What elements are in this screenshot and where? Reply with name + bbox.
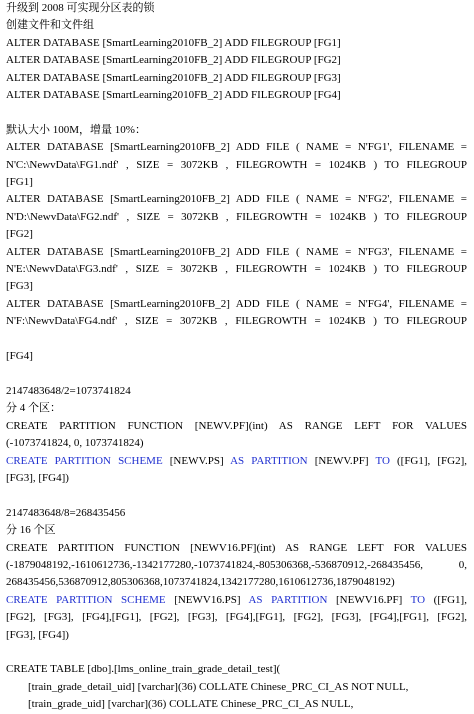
code-line: [6, 453, 467, 470]
calc-line: 2147483648/8=268435456: [6, 506, 126, 519]
code-line: [FG1]: [6, 176, 33, 189]
spacer: [6, 487, 467, 504]
code-line: ALTER DATABASE [SmartLearning2010FB_2] ADD FILEGROUP [FG4]: [6, 89, 341, 102]
calc-line: 2147483648/2=1073741824: [6, 384, 131, 397]
code-line: N'E:\NewvData\FG3.ndf' , SIZE = 3072KB , FILEGROWTH = 1024KB ) TO FILEGROUP: [6, 263, 467, 276]
code-line: [FG4]: [6, 350, 33, 363]
spacer: [6, 331, 467, 348]
section-label: 分 4 个区：: [6, 402, 61, 415]
code-line: [train_grade_detail_uid] [varchar](36) COLLATE Chinese_PRC_CI_AS NOT NULL,: [28, 680, 409, 693]
code-line: N'D:\NewvData\FG2.ndf' , SIZE = 3072KB , FILEGROWTH = 1024KB ) TO FILEGROUP: [6, 210, 467, 223]
code-line: ALTER DATABASE [SmartLearning2010FB_2] ADD FILE ( NAME = N'FG1', FILENAME =: [6, 141, 467, 154]
code-line: ALTER DATABASE [SmartLearning2010FB_2] ADD FILE ( NAME = N'FG2', FILENAME =: [6, 193, 467, 206]
code-line: (-1879048192,-1610612736,-1342177280,-1073741824,-805306368,-536870912,-268435456, 0,: [6, 558, 467, 571]
code-line: ALTER DATABASE [SmartLearning2010FB_2] ADD FILEGROUP [FG1]: [6, 36, 341, 49]
code-line: CREATE PARTITION FUNCTION [NEWV16.PF](int) AS RANGE LEFT FOR VALUES: [6, 541, 467, 554]
sql-text: ([FG1], [FG2],: [389, 454, 467, 467]
sql-keyword: AS PARTITION: [230, 454, 308, 467]
sql-text: [NEWV16.PS]: [165, 593, 249, 606]
code-line: ALTER DATABASE [SmartLearning2010FB_2] ADD FILE ( NAME = N'FG3', FILENAME =: [6, 245, 467, 258]
code-line: ALTER DATABASE [SmartLearning2010FB_2] ADD FILE ( NAME = N'FG4', FILENAME =: [6, 297, 467, 310]
code-line: CREATE PARTITION FUNCTION [NEWV.PF](int) AS RANGE LEFT FOR VALUES: [6, 419, 467, 432]
code-line: [FG3], [FG4]): [6, 628, 69, 641]
heading-line: 升级到 2008 可实现分区表的锁: [6, 2, 155, 14]
code-line: ALTER DATABASE [SmartLearning2010FB_2] ADD FILEGROUP [FG2]: [6, 54, 341, 67]
spacer: [6, 644, 467, 661]
sql-keyword: TO: [375, 454, 390, 467]
code-line: N'F:\NewvData\FG4.ndf' , SIZE = 3072KB , FILEGROWTH = 1024KB ) TO FILEGROUP: [6, 315, 467, 328]
code-line: [FG2]: [6, 228, 33, 241]
code-line: [FG2], [FG3], [FG4],[FG1], [FG2], [FG3], [FG4],[FG1], [FG2], [FG3], [FG4],[FG1], [FG2],: [6, 611, 467, 624]
code-line: N'C:\NewvData\FG1.ndf' , SIZE = 3072KB , FILEGROWTH = 1024KB ) TO FILEGROUP: [6, 158, 467, 171]
section-label: 分 16 个区: [6, 524, 56, 537]
code-line: (-1073741824, 0, 1073741824): [6, 437, 144, 450]
section-label: 创建文件和文件组: [6, 19, 94, 32]
sql-keyword: AS PARTITION: [248, 593, 328, 606]
sql-keyword: TO: [410, 593, 426, 606]
sql-text: [NEWV.PS]: [162, 454, 231, 467]
sql-keyword: CREATE PARTITION SCHEME: [6, 454, 163, 467]
code-line: ALTER DATABASE [SmartLearning2010FB_2] ADD FILEGROUP [FG3]: [6, 71, 341, 84]
code-line: [FG3]: [6, 280, 33, 293]
sql-text: [NEWV.PF]: [307, 454, 376, 467]
sql-keyword: CREATE PARTITION SCHEME: [6, 593, 166, 606]
spacer: [6, 366, 467, 383]
sql-text: [NEWV16.PF]: [327, 593, 411, 606]
code-line: [FG3], [FG4]): [6, 471, 69, 484]
code-line: CREATE TABLE [dbo].[lms_online_train_grade_detail_test](: [6, 663, 281, 676]
code-line: [6, 592, 467, 609]
code-line: 268435456,536870912,805306368,1073741824,1342177280,1610612736,1879048192): [6, 576, 395, 589]
section-label: 默认大小 100M，增量 10%：: [6, 123, 146, 136]
sql-text: ([FG1],: [425, 593, 467, 606]
spacer: [6, 104, 467, 121]
code-line: [train_grade_uid] [varchar](36) COLLATE Chinese_PRC_CI_AS NULL,: [28, 698, 354, 711]
